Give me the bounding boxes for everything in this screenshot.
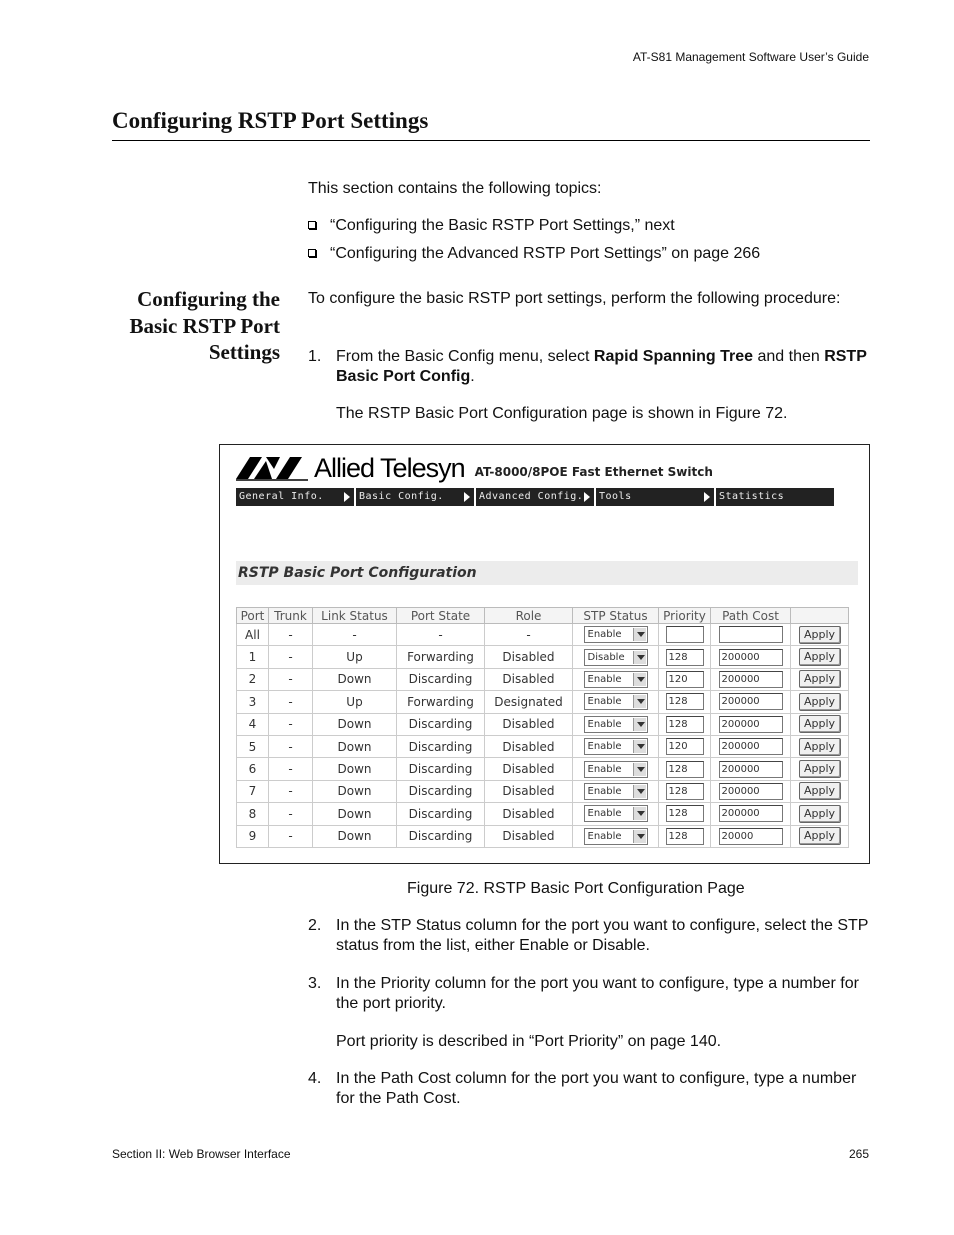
- priority-input[interactable]: 128: [666, 716, 704, 733]
- apply-button[interactable]: Apply: [799, 715, 841, 733]
- stp-status-select[interactable]: Enable: [584, 738, 648, 755]
- path-cost-input[interactable]: 200000: [719, 649, 783, 666]
- running-header: AT-S81 Management Software User’s Guide: [632, 50, 869, 64]
- table-row: 1 - Up Forwarding Disabled Disable 128 200000 Apply: [237, 646, 849, 668]
- col-path-cost: Path Cost: [711, 608, 791, 624]
- menu-tools[interactable]: Tools: [596, 488, 714, 506]
- table-row: 5 - Down Discarding Disabled Enable 120 200000 Apply: [237, 735, 849, 757]
- path-cost-input[interactable]: [719, 626, 783, 643]
- table-row: 8 - Down Discarding Disabled Enable 128 200000 Apply: [237, 803, 849, 825]
- apply-button[interactable]: Apply: [799, 805, 841, 823]
- col-priority: Priority: [659, 608, 711, 624]
- priority-input[interactable]: 128: [666, 805, 704, 822]
- col-trunk: Trunk: [269, 608, 313, 624]
- table-row: 9 - Down Discarding Disabled Enable 128 20000 Apply: [237, 825, 849, 847]
- col-port-state: Port State: [397, 608, 485, 624]
- path-cost-input[interactable]: 200000: [719, 738, 783, 755]
- table-row: 6 - Down Discarding Disabled Enable 128 200000 Apply: [237, 758, 849, 780]
- table-row: 7 - Down Discarding Disabled Enable 128 200000 Apply: [237, 780, 849, 802]
- path-cost-input[interactable]: 200000: [719, 716, 783, 733]
- chevron-down-icon: [633, 830, 646, 843]
- table-row: 2 - Down Discarding Disabled Enable 120 200000 Apply: [237, 668, 849, 690]
- apply-button[interactable]: Apply: [799, 738, 841, 756]
- intro-text: This section contains the following topics:: [308, 180, 602, 197]
- apply-button[interactable]: Apply: [799, 827, 841, 845]
- path-cost-input[interactable]: 200000: [719, 693, 783, 710]
- path-cost-input[interactable]: 20000: [719, 828, 783, 845]
- chevron-down-icon: [633, 628, 646, 641]
- table-row: All - - - - Enable Apply: [237, 624, 849, 646]
- priority-input[interactable]: 128: [666, 828, 704, 845]
- priority-input[interactable]: 128: [666, 783, 704, 800]
- page-number: 265: [848, 1147, 869, 1161]
- priority-input[interactable]: 120: [666, 671, 704, 688]
- checkbox-bullet-icon: [308, 249, 316, 257]
- figure-caption: Figure 72. RSTP Basic Port Configuration Page: [407, 880, 745, 897]
- stp-status-select[interactable]: Enable: [584, 671, 648, 688]
- table-row: 3 - Up Forwarding Designated Enable 128 200000 Apply: [237, 691, 849, 713]
- topic-item: “Configuring the Advanced RSTP Port Settings” on page 266: [308, 244, 760, 264]
- chevron-down-icon: [633, 673, 646, 686]
- menu-advanced-config[interactable]: Advanced Config.: [476, 488, 594, 506]
- chevron-down-icon: [633, 651, 646, 664]
- col-role: Role: [485, 608, 573, 624]
- menu-statistics[interactable]: Statistics: [716, 488, 834, 506]
- chevron-down-icon: [633, 695, 646, 708]
- table-row: 4 - Down Discarding Disabled Enable 128 200000 Apply: [237, 713, 849, 735]
- priority-input[interactable]: 128: [666, 649, 704, 666]
- menu-general-info[interactable]: General Info.: [236, 488, 354, 506]
- subsection-intro: To configure the basic RSTP port settings, perform the following procedure:: [308, 290, 841, 307]
- chevron-down-icon: [633, 718, 646, 731]
- menu-basic-config[interactable]: Basic Config.: [356, 488, 474, 506]
- allied-telesyn-logo-icon: [236, 455, 308, 481]
- stp-status-select[interactable]: Enable: [584, 761, 648, 778]
- main-menu: [236, 488, 836, 506]
- menu-arrow-icon: [344, 492, 350, 502]
- col-stp-status: STP Status: [573, 608, 659, 624]
- step-1-note: The RSTP Basic Port Configuration page is shown in Figure 72.: [336, 405, 788, 422]
- step-4: 4. In the Path Cost column for the port you want to configure, type a number for the Path Cost.: [308, 1070, 857, 1107]
- apply-button[interactable]: Apply: [799, 670, 841, 688]
- topic-item: “Configuring the Basic RSTP Port Settings,” next: [308, 216, 675, 236]
- table-header-row: [237, 608, 849, 624]
- chevron-down-icon: [633, 740, 646, 753]
- config-page-title: RSTP Basic Port Configuration: [236, 561, 858, 585]
- footer-section: Section II: Web Browser Interface: [112, 1147, 291, 1161]
- chevron-down-icon: [633, 763, 646, 776]
- priority-input[interactable]: 128: [666, 761, 704, 778]
- menu-arrow-icon: [464, 492, 470, 502]
- step-3-note: Port priority is described in “Port Priority” on page 140.: [336, 1033, 722, 1050]
- stp-status-select[interactable]: Enable: [584, 626, 648, 643]
- col-port: Port: [237, 608, 269, 624]
- apply-button[interactable]: Apply: [799, 693, 841, 711]
- priority-input[interactable]: [666, 626, 704, 643]
- subsection-heading: Configuring the Basic RSTP Port Settings: [129, 287, 280, 364]
- stp-status-select[interactable]: Enable: [584, 828, 648, 845]
- step-1: 1. From the Basic Config menu, select Rapid Spanning Tree and then RSTP Basic Port Config.: [308, 348, 867, 385]
- apply-button[interactable]: Apply: [799, 648, 841, 666]
- priority-input[interactable]: 128: [666, 693, 704, 710]
- apply-button[interactable]: Apply: [799, 782, 841, 800]
- step-2: 2. In the STP Status column for the port you want to configure, select the STP status from the list, either Enable or Disable.: [308, 917, 869, 954]
- apply-button[interactable]: Apply: [799, 760, 841, 778]
- path-cost-input[interactable]: 200000: [719, 761, 783, 778]
- stp-status-select[interactable]: Disable: [584, 649, 648, 666]
- col-link-status: Link Status: [313, 608, 397, 624]
- section-title: Configuring RSTP Port Settings: [112, 108, 429, 133]
- stp-status-select[interactable]: Enable: [584, 716, 648, 733]
- menu-arrow-icon: [704, 492, 710, 502]
- stp-status-select[interactable]: Enable: [584, 805, 648, 822]
- checkbox-bullet-icon: [308, 221, 316, 229]
- priority-input[interactable]: 120: [666, 738, 704, 755]
- menu-arrow-icon: [584, 492, 590, 502]
- step-3: 3. In the Priority column for the port you want to configure, type a number for the port priority.: [308, 975, 859, 1012]
- title-rule: [112, 140, 870, 141]
- stp-status-select[interactable]: Enable: [584, 693, 648, 710]
- col-action: [791, 608, 849, 624]
- brand-name: Allied Telesyn: [314, 452, 465, 483]
- product-name: AT-8000/8POE Fast Ethernet Switch: [474, 465, 713, 479]
- app-header: [236, 451, 713, 485]
- chevron-down-icon: [633, 807, 646, 820]
- path-cost-input[interactable]: 200000: [719, 671, 783, 688]
- path-cost-input[interactable]: 200000: [719, 805, 783, 822]
- screenshot-figure: [219, 444, 870, 864]
- chevron-down-icon: [633, 785, 646, 798]
- path-cost-input[interactable]: 200000: [719, 783, 783, 800]
- apply-button[interactable]: Apply: [799, 626, 841, 644]
- stp-status-select[interactable]: Enable: [584, 783, 648, 800]
- rstp-port-table: [236, 607, 849, 848]
